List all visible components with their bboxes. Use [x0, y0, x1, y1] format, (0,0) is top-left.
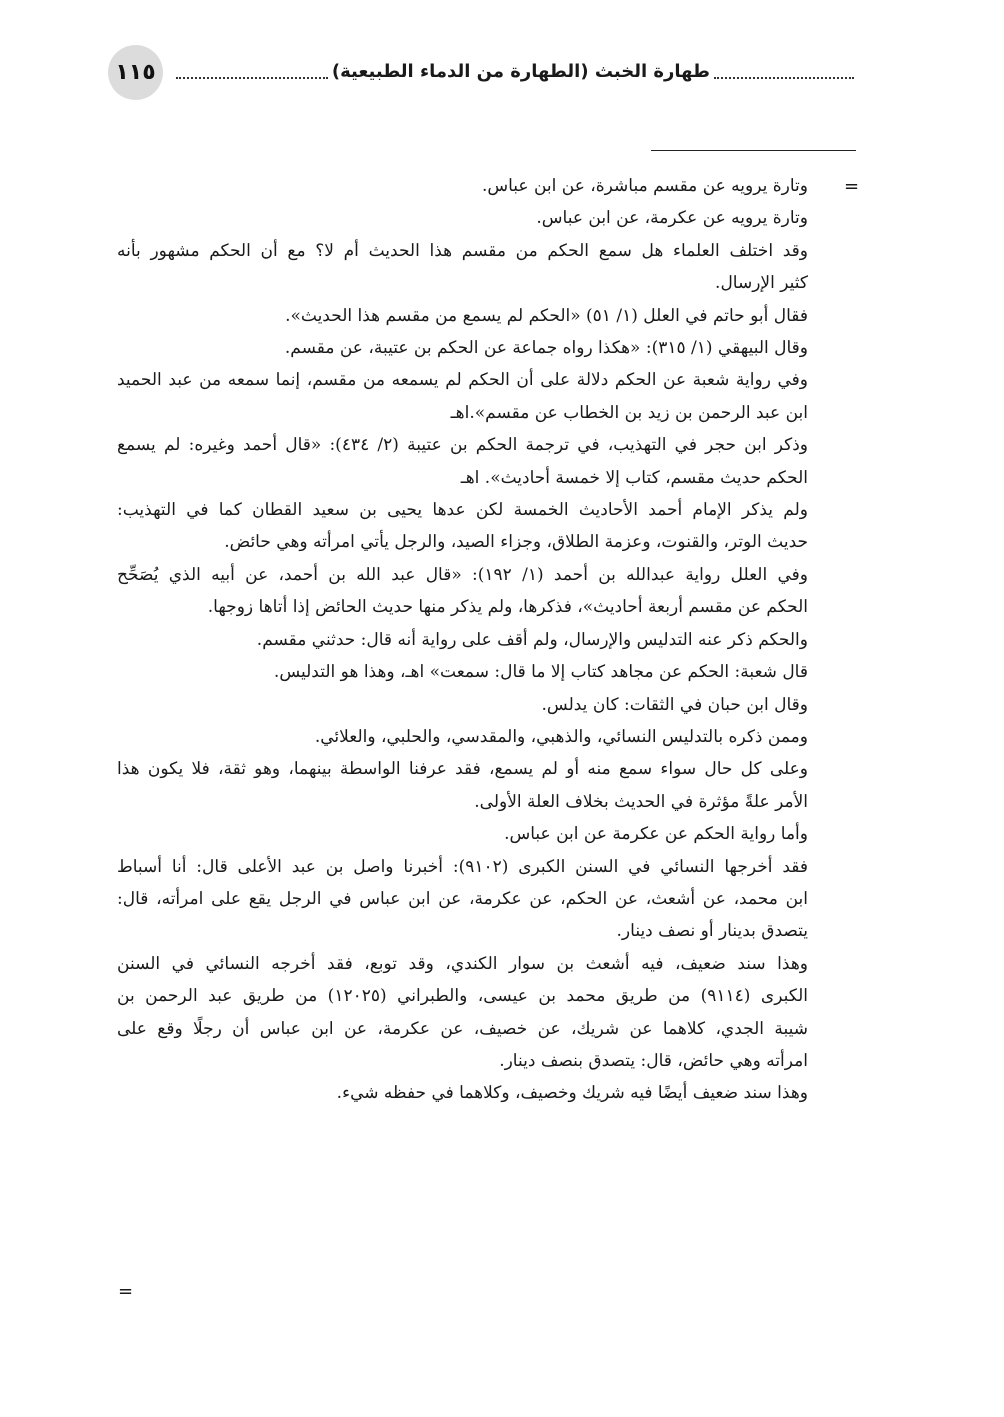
text-line: وفي العلل رواية عبدالله بن أحمد (١/ ١٩٢): «قال عبد الله بن أحمد، عن أبيه الذي يُصَحِّح	[117, 564, 809, 585]
text-line: وهذا سند ضعيف أيضًا فيه شريك وخصيف، وكلاهما في حفظه شيء.	[336, 1083, 808, 1104]
page-number: ١١٥	[108, 45, 163, 100]
text-line: الحكم عن مقسم أربعة أحاديث»، فذكرها، ولم يذكر منها حديث الحائض إذا أتاها زوجها.	[207, 597, 808, 618]
text-line: الأمر علةً مؤثرة في الحديث بخلاف العلة الأولى.	[474, 791, 808, 812]
header-dots-right	[714, 63, 854, 79]
text-line: كثير الإرسال.	[715, 273, 808, 294]
text-line: وتارة يرويه عن مقسم مباشرة، عن ابن عباس.	[481, 176, 808, 196]
continuation-marker-top: =	[844, 176, 860, 197]
text-line: وعلى كل حال سواء سمع منه أو لم يسمع، فقد عرفنا الواسطة بينهما، وهو ثقة، فلا يكون هذا	[117, 759, 808, 780]
running-header	[176, 56, 854, 86]
running-title: طهارة الخبث (الطهارة من الدماء الطبيعية)	[331, 60, 710, 82]
text-line: وأما رواية الحكم عن عكرمة عن ابن عباس.	[504, 824, 808, 845]
text-line: وممن ذكره بالتدليس النسائي، والذهبي، والمقدسي، والحلبي، والعلائي.	[314, 726, 808, 747]
text-line: ولم يذكر الإمام أحمد الأحاديث الخمسة لكن عدها يحيى بن سعيد القطان كما في التهذيب:	[117, 500, 808, 521]
text-line: امرأته وهي حائض، قال: يتصدق بنصف دينار.	[499, 1050, 808, 1071]
text-line: قال شعبة: الحكم عن مجاهد كتاب إلا ما قال: سمعت» اهـ، وهذا هو التدليس.	[273, 662, 808, 683]
text-line: ابن عبد الرحمن بن زيد بن الخطاب عن مقسم».اهـ	[450, 402, 808, 423]
text-line: الكبرى (٩١١٤) من طريق محمد بن عيسى، والطبراني (١٢٠٢٥) من طريق عبد الرحمن بن	[117, 986, 808, 1007]
text-line: فقال أبو حاتم في العلل (١/ ٥١) «الحكم لم يسمع من مقسم هذا الحديث».	[285, 305, 808, 326]
text-line: شيبة الجدي، كلاهما عن شريك، عن خصيف، عن عكرمة، عن ابن عباس أن رجلًا وقع على	[117, 1018, 808, 1039]
footnote-separator	[651, 150, 856, 151]
text-line: وتارة يرويه عن عكرمة، عن ابن عباس.	[536, 208, 808, 229]
text-line: والحكم ذكر عنه التدليس والإرسال، ولم أقف على رواية أنه قال: حدثني مقسم.	[256, 629, 808, 650]
continuation-marker-bottom: =	[118, 1281, 134, 1302]
footnote-body	[117, 170, 808, 1110]
text-line: وهذا سند ضعيف، فيه أشعث بن سوار الكندي، وقد توبع، فقد أخرجه النسائي في السنن	[117, 953, 808, 974]
text-line: يتصدق بدينار أو نصف دينار.	[616, 921, 808, 942]
text-line: فقد أخرجها النسائي في السنن الكبرى (٩١٠٢): أخبرنا واصل بن عبد الأعلى قال: أنا أسباط	[117, 856, 808, 877]
text-line: حديث الوتر، والقنوت، وعزمة الطلاق، وجزاء الصيد، والرجل يأتي امرأته وهي حائض.	[224, 532, 808, 553]
text-line: ابن محمد، عن أشعث، عن الحكم، عن عكرمة، عن ابن عباس في الرجل يقع على امرأته، قال:	[117, 888, 808, 909]
text-line: وقد اختلف العلماء هل سمع الحكم من مقسم هذا الحديث أم لا؟ مع أن الحكم مشهور بأنه	[117, 240, 808, 261]
text-line: وفي رواية شعبة عن الحكم دلالة على أن الحكم لم يسمعه من مقسم، إنما سمعه من عبد الحميد	[117, 370, 808, 391]
text-line: وقال البيهقي (١/ ٣١٥): «هكذا رواه جماعة عن الحكم بن عتيبة، عن مقسم.	[284, 338, 808, 359]
text-line: وقال ابن حبان في الثقات: كان يدلس.	[541, 694, 808, 715]
text-line: وذكر ابن حجر في التهذيب، في ترجمة الحكم بن عتيبة (٢/ ٤٣٤): «قال أحمد وغيره: لم يسمع	[117, 435, 809, 456]
header-dots-left	[176, 63, 328, 79]
text-line: الحكم حديث مقسم، كتاب إلا خمسة أحاديث». اهـ	[460, 467, 808, 488]
